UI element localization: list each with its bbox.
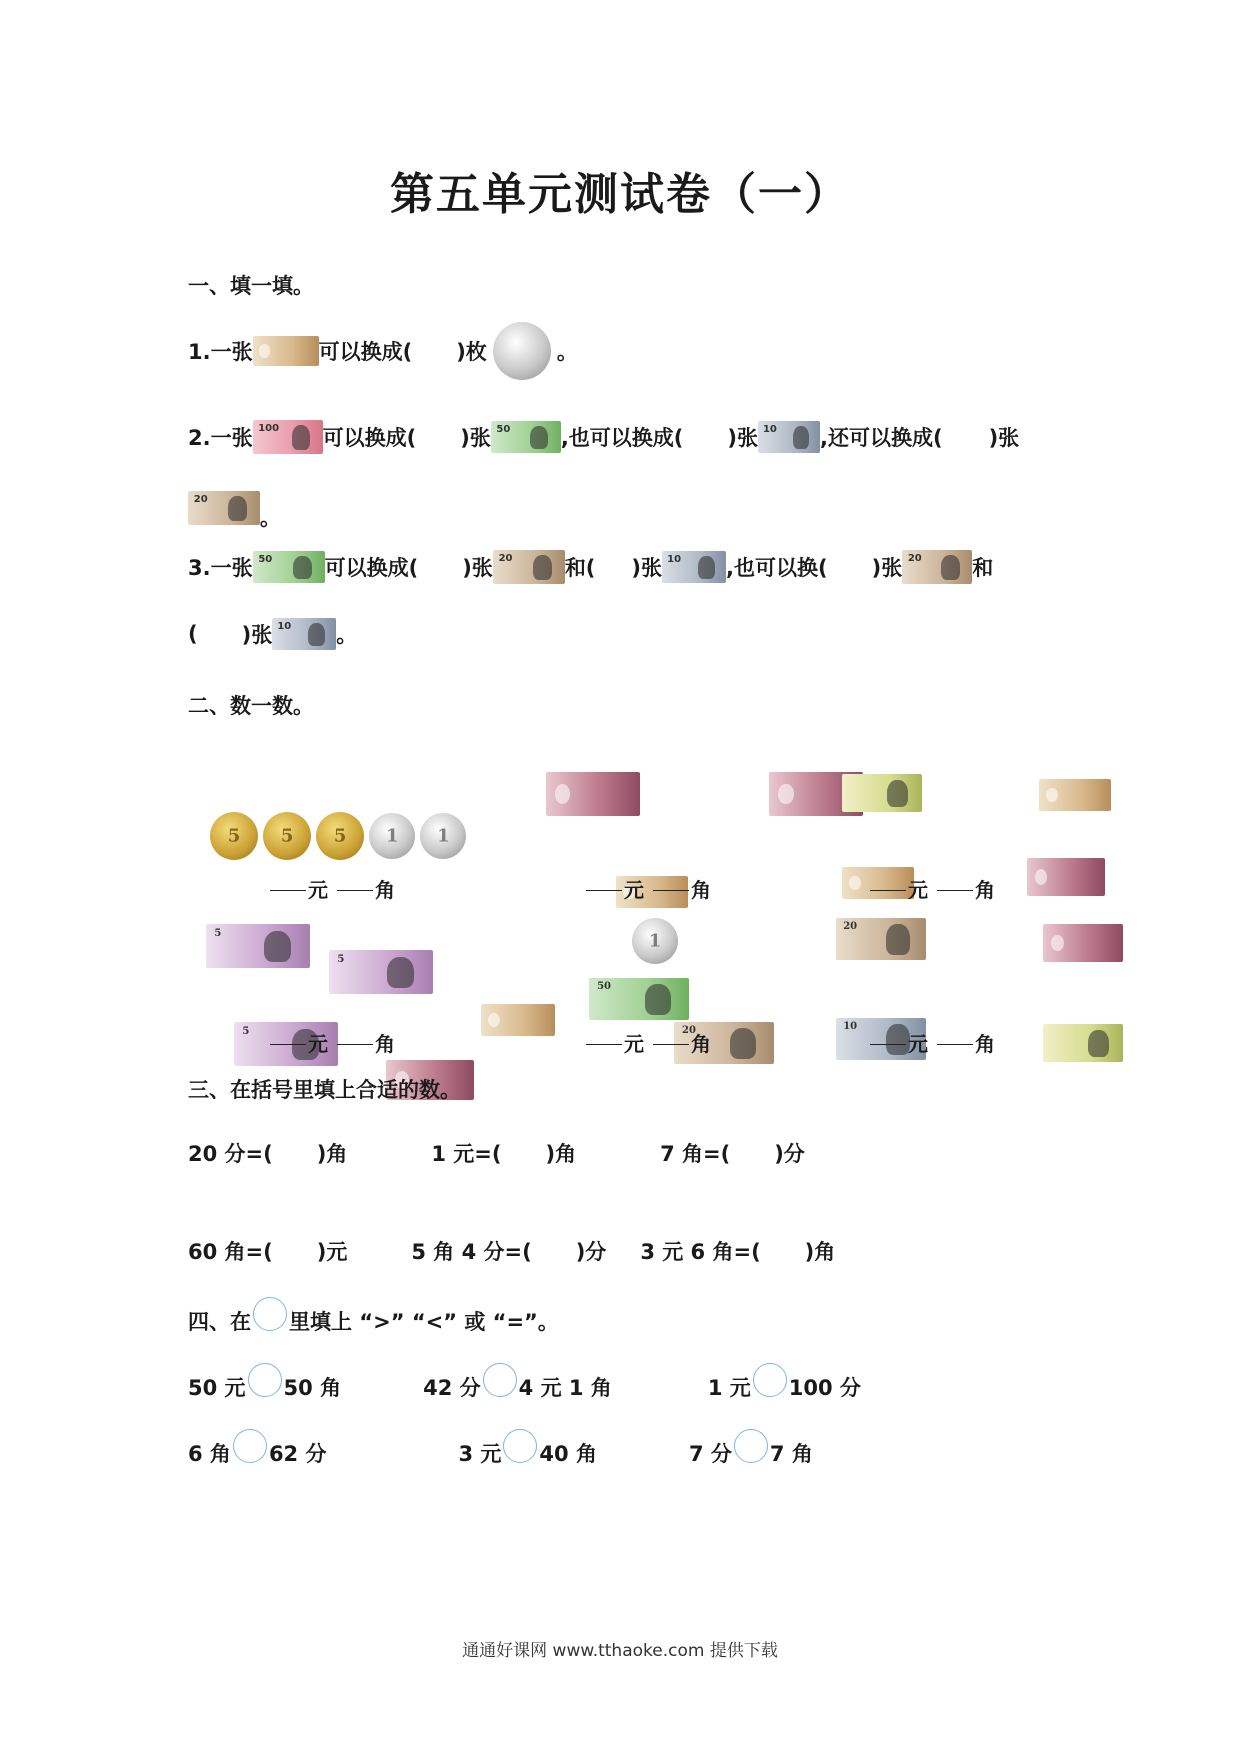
five-jiao-note-icon bbox=[546, 772, 640, 816]
one-jiao-coin-icon: 1 bbox=[369, 813, 415, 859]
question-1 bbox=[188, 322, 578, 380]
compare-right: 40 角 bbox=[539, 1442, 597, 1466]
ten-yuan-note-icon: 10 bbox=[836, 1018, 926, 1060]
twenty-yuan-note-icon: 20 bbox=[493, 550, 565, 584]
fill-item-text: 20 分=( bbox=[188, 1142, 273, 1166]
section-4-heading bbox=[188, 1306, 559, 1336]
hundred-yuan-note-icon: 100 bbox=[253, 420, 323, 454]
compare-left: 42 分 bbox=[423, 1376, 481, 1400]
fill-row-1 bbox=[188, 1138, 805, 1168]
compare-left: 1 元 bbox=[707, 1376, 751, 1400]
blank[interactable] bbox=[653, 1044, 689, 1045]
fill-item-text: )元 bbox=[316, 1240, 348, 1264]
blank[interactable] bbox=[270, 890, 306, 891]
five-jiao-coin-icon: 5 bbox=[316, 812, 364, 860]
compare-circle[interactable] bbox=[483, 1363, 517, 1397]
five-jiao-note-icon bbox=[1043, 924, 1123, 962]
compare-circle[interactable] bbox=[753, 1363, 787, 1397]
twenty-yuan-note-icon: 20 bbox=[188, 491, 260, 525]
fifty-yuan-note-icon: 50 bbox=[253, 551, 325, 583]
ten-yuan-note-icon: 10 bbox=[272, 618, 336, 650]
one-yuan-note-icon bbox=[842, 774, 922, 812]
q2-text-d: ,也可以换成( bbox=[560, 426, 684, 450]
compare-left: 7 分 bbox=[688, 1442, 732, 1466]
count-group-2 bbox=[546, 772, 796, 852]
fill-item-text: )角 bbox=[804, 1240, 836, 1264]
count-group-4 bbox=[206, 924, 476, 1036]
twenty-yuan-note-icon: 20 bbox=[836, 918, 926, 960]
fill-item-text: 1 元=( bbox=[431, 1142, 502, 1166]
fill-row-2 bbox=[188, 1236, 835, 1266]
fill-item-text: )角 bbox=[316, 1142, 348, 1166]
blank[interactable] bbox=[586, 890, 622, 891]
page-title: 第五单元测试卷（一） bbox=[390, 169, 850, 220]
five-yuan-note-icon: 5 bbox=[234, 1022, 338, 1066]
compare-circle-icon bbox=[253, 1297, 287, 1331]
blank[interactable] bbox=[337, 890, 373, 891]
five-yuan-note-icon: 5 bbox=[206, 924, 310, 968]
q2-text-a: 2.一张 bbox=[188, 426, 253, 450]
one-yuan-coin-icon: 1 bbox=[632, 918, 678, 964]
blank[interactable] bbox=[870, 1044, 906, 1045]
footer-credit: 通通好课网 www.tthaoke.com 提供下载 bbox=[462, 1641, 778, 1661]
blank[interactable] bbox=[270, 1044, 306, 1045]
q2-text-e: )张 bbox=[727, 426, 758, 450]
q3-text-k: 。 bbox=[336, 623, 358, 647]
compare-circle[interactable] bbox=[233, 1429, 267, 1463]
count-group-1 bbox=[210, 812, 466, 860]
blank[interactable] bbox=[337, 1044, 373, 1045]
fill-item-text: 3 元 6 角=( bbox=[640, 1240, 761, 1264]
q2-text-b: 可以换成( bbox=[322, 426, 417, 450]
five-jiao-coin-icon: 5 bbox=[210, 812, 258, 860]
question-2-cont bbox=[188, 484, 281, 532]
answer-line-4: 元 角 bbox=[268, 1028, 395, 1057]
section-4-suffix: 里填上 “>” “<” 或 “=”。 bbox=[289, 1310, 559, 1334]
compare-circle[interactable] bbox=[503, 1429, 537, 1463]
ten-yuan-note-icon: 10 bbox=[758, 421, 820, 453]
answer-line-3: 元 角 bbox=[868, 874, 995, 903]
fill-item-text: )角 bbox=[545, 1142, 577, 1166]
q3-text-a: 3.一张 bbox=[188, 556, 253, 580]
q1-text-c: )枚 bbox=[456, 340, 487, 364]
section-3-heading: 三、在括号里填上合适的数。 bbox=[188, 1078, 461, 1102]
count-group-3 bbox=[842, 774, 1042, 864]
one-jiao-coin-icon: 1 bbox=[420, 813, 466, 859]
q3-text-b: 可以换成( bbox=[324, 556, 419, 580]
q2-text-h: 。 bbox=[260, 506, 281, 530]
compare-row-1 bbox=[188, 1372, 861, 1402]
q2-text-g: )张 bbox=[988, 426, 1020, 450]
five-jiao-note-icon bbox=[1027, 858, 1105, 896]
twenty-yuan-note-icon: 20 bbox=[674, 1022, 774, 1064]
count-group-6 bbox=[836, 918, 1046, 1033]
compare-right: 100 分 bbox=[788, 1376, 861, 1400]
section-1-heading: 一、填一填。 bbox=[188, 274, 314, 298]
twenty-yuan-note-icon: 20 bbox=[902, 550, 972, 584]
q1-text-a: 1.一张 bbox=[188, 340, 253, 364]
fill-item-text: 5 角 4 分=( bbox=[411, 1240, 532, 1264]
question-3-cont bbox=[188, 618, 357, 650]
one-jiao-note-icon bbox=[253, 336, 319, 366]
one-fen-coin-icon bbox=[493, 322, 551, 380]
one-jiao-note-icon bbox=[1039, 779, 1111, 811]
blank[interactable] bbox=[937, 890, 973, 891]
ten-yuan-note-icon: 10 bbox=[662, 551, 726, 583]
q3-text-g: )张 bbox=[871, 556, 903, 580]
answer-line-1: 元 角 bbox=[268, 874, 395, 903]
q3-text-f: ,也可以换( bbox=[726, 556, 828, 580]
fifty-yuan-note-icon: 50 bbox=[589, 978, 689, 1020]
answer-line-2: 元 角 bbox=[584, 874, 711, 903]
blank[interactable] bbox=[870, 890, 906, 891]
compare-right: 4 元 1 角 bbox=[518, 1376, 612, 1400]
section-4-prefix: 四、在 bbox=[188, 1310, 251, 1334]
compare-row-2 bbox=[188, 1438, 813, 1468]
q3-text-j: )张 bbox=[241, 623, 273, 647]
fill-item-text: 7 角=( bbox=[660, 1142, 731, 1166]
blank[interactable] bbox=[586, 1044, 622, 1045]
q1-text-b: 可以换成( bbox=[318, 340, 413, 364]
blank[interactable] bbox=[937, 1044, 973, 1045]
five-yuan-note-icon: 5 bbox=[329, 950, 433, 994]
q2-text-c: )张 bbox=[460, 426, 491, 450]
q3-text-e: )张 bbox=[631, 556, 663, 580]
blank[interactable] bbox=[653, 890, 689, 891]
fill-item-text: )分 bbox=[575, 1240, 607, 1264]
compare-right: 62 分 bbox=[268, 1442, 327, 1466]
question-2 bbox=[188, 420, 1019, 454]
q2-text-f: ,还可以换成( bbox=[820, 426, 943, 450]
fifty-yuan-note-icon: 50 bbox=[491, 421, 561, 453]
answer-line-5: 元 角 bbox=[584, 1028, 711, 1057]
compare-circle[interactable] bbox=[248, 1363, 282, 1397]
compare-left: 6 角 bbox=[188, 1442, 231, 1466]
five-jiao-coin-icon: 5 bbox=[263, 812, 311, 860]
q3-text-d: 和( bbox=[564, 556, 596, 580]
fill-item-text: )分 bbox=[774, 1142, 805, 1166]
compare-circle[interactable] bbox=[734, 1429, 768, 1463]
one-yuan-note-icon bbox=[1043, 1024, 1123, 1062]
answer-line-6: 元 角 bbox=[868, 1028, 995, 1057]
q1-text-d: 。 bbox=[556, 340, 578, 364]
compare-right: 7 角 bbox=[769, 1442, 813, 1466]
q3-text-h: 和 bbox=[972, 556, 994, 580]
compare-left: 50 元 bbox=[188, 1376, 246, 1400]
compare-right: 50 角 bbox=[283, 1376, 342, 1400]
count-group-5 bbox=[538, 918, 778, 1037]
q3-text-i: ( bbox=[188, 622, 198, 646]
compare-left: 3 元 bbox=[458, 1442, 502, 1466]
section-2-heading: 二、数一数。 bbox=[188, 694, 314, 718]
q3-text-c: )张 bbox=[462, 556, 493, 580]
question-3 bbox=[188, 550, 993, 584]
fill-item-text: 60 角=( bbox=[188, 1240, 273, 1264]
